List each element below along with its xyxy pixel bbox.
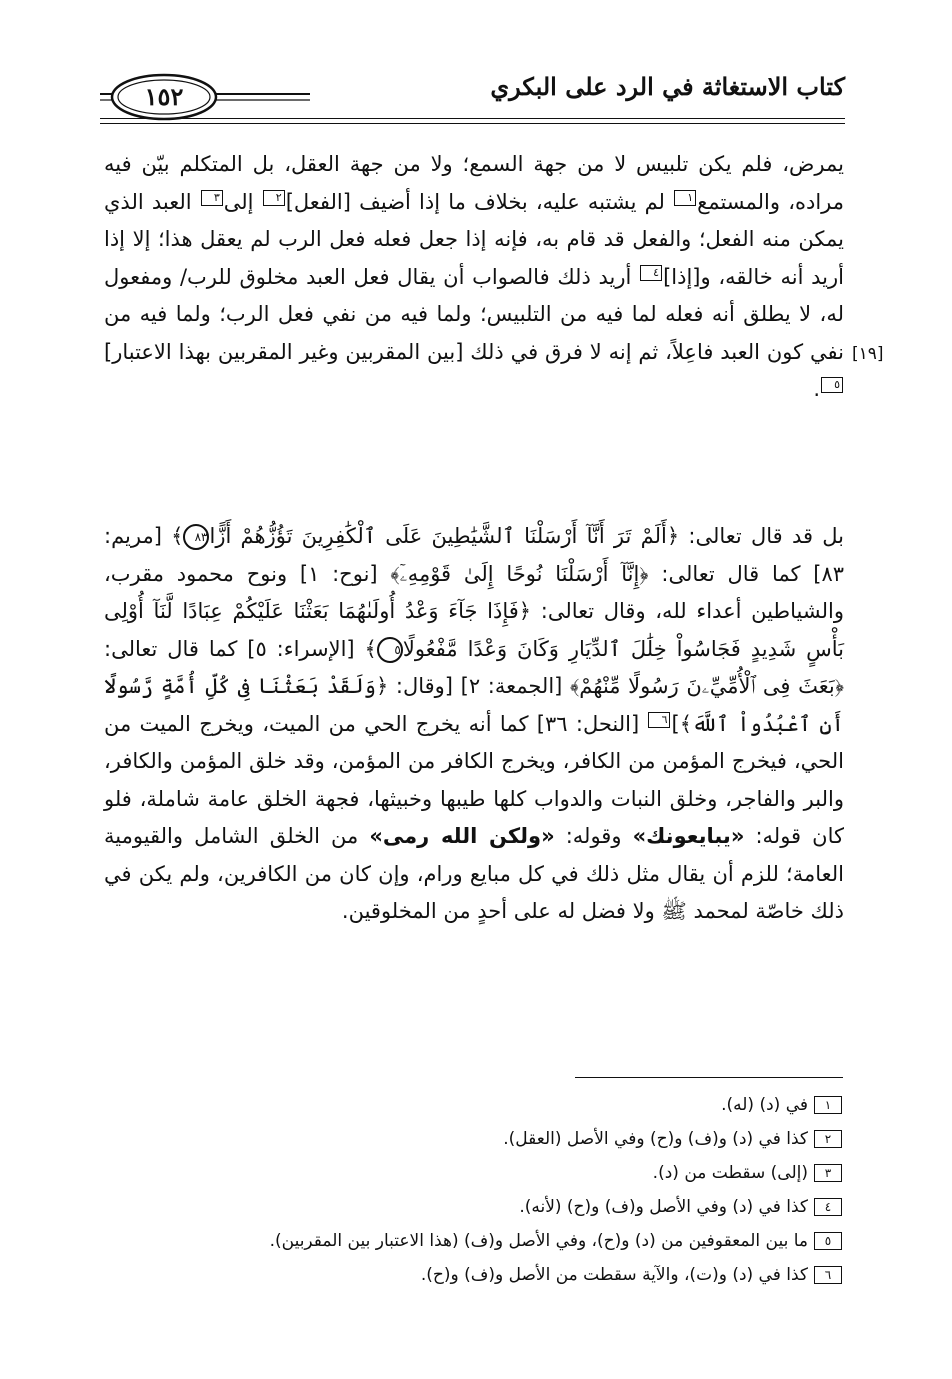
text-line: [الإسراء: ٥] كما قال تعالى:	[104, 636, 355, 661]
quoted-phrase: «ولكن الله رمى»	[369, 824, 555, 848]
footnote-number: ٥	[814, 1232, 842, 1250]
text-line: لم يشتبه عليه، بخلاف ما إذا أضيف [الفعل]	[285, 189, 665, 214]
footnote-text: في (د) (له).	[721, 1095, 808, 1115]
footnote-item	[100, 1088, 842, 1122]
footnote-ref[interactable]: ١	[674, 190, 696, 206]
text-line: المخلوقين.	[341, 899, 437, 923]
ayah-number: ٨٣	[183, 524, 209, 550]
footnote-text: كذا في (د) وفي الأصل و(ف) و(ح) (لأنه).	[519, 1197, 808, 1217]
text-line: كما أنه يخرج الحي من الميت، ويخرج الميت من الحي، فيخرج المؤمن	[104, 711, 844, 773]
text-line: [الجمعة: ٢]	[460, 674, 570, 698]
quran-verse: ﴿أَلَمْ تَرَ أَنَّآ أَرْسَلْنَا ٱلشَّيَٰطِينَ عَلَى ٱلْكَٰفِرِينَ تَؤُزُّهُمْ أَزًّا	[209, 524, 680, 548]
footnote-item	[100, 1224, 842, 1258]
footnote-ref[interactable]: ٢	[263, 190, 285, 206]
text-line: محمود مقرب، والشياطين أعداء لله، وقال تعالى:	[104, 561, 844, 623]
text-line: الاعتبار]	[104, 339, 172, 364]
text-line: والقيومية العامة؛ للزم أن يقال مثل ذلك في كل مبايع ورام، وإن كان من	[104, 824, 844, 886]
text-line: ]	[671, 711, 680, 736]
text-line: من الكافر، ويخرج الكافر من المؤمن، وقد خلق المؤمن والكافر، والبر	[104, 749, 844, 811]
quoted-phrase: «يبايعونك»	[632, 824, 745, 848]
text-line: وقوله:	[554, 824, 633, 848]
text-line: [النحل: ٣٦]	[536, 711, 648, 736]
text-line: لما فيه من التلبيس؛ ولما فيه من نفي فعل الرب؛ ولما فيه من نفي كون	[104, 302, 844, 364]
footnote-item	[100, 1156, 842, 1190]
text-line: بيّن فيه مراده، والمستمع	[104, 152, 844, 214]
quran-verse: ﴿وَلَقَدْ بَعَثْنَا فِى كُلِّ أُمَّةٍ رَّسُولًا أَنِ ٱعْبُدُواْ ٱللَّهَ﴾	[104, 674, 844, 736]
text-line: شاملة، فلو كان قوله:	[104, 786, 844, 848]
text-line: بل قد قال تعالى:	[679, 524, 845, 548]
footnote-ref[interactable]: ٦	[648, 712, 670, 728]
footnote-number: ٢	[814, 1130, 842, 1148]
text-line: ﴾ [مريم: ٨٣] كما قال تعالى:	[104, 524, 845, 586]
footnote-ref[interactable]: ٥	[821, 377, 843, 393]
text-line: [نوح: ١] ونوح	[246, 561, 391, 586]
footnote-separator	[575, 1077, 843, 1078]
quran-verse: ﴿إِنَّآ أَرْسَلْنَا نُوحًا إِلَىٰ قَوْمِهِۦٓ﴾	[390, 561, 649, 586]
footnote-number: ١	[814, 1096, 842, 1114]
manuscript-folio-marker: [١٩]	[852, 344, 884, 364]
footnote-item	[100, 1122, 842, 1156]
header-rule	[100, 118, 845, 119]
page-number: ١٥٢	[144, 82, 184, 111]
quran-verse: ﴿فَإِذَا جَآءَ وَعْدُ أُولَىٰهُمَا بَعَثْنَا عَلَيْكُمْ عِبَادًا لَّنَآ أُوْلِى بَأْسٍ شَدِيدٍ فَجَاسُواْ خِلَٰلَ ٱلدِّيَارِ وَكَانَ وَعْدًا مَّفْعُولًا	[104, 599, 844, 661]
quran-bracket: ﴾	[364, 636, 377, 661]
footnote-ref[interactable]: ٤	[640, 265, 662, 281]
text-line: أريد ذلك	[557, 264, 632, 289]
footnote-text: كذا في (د) و(ف) و(ح) وفي الأصل (العقل).	[503, 1129, 808, 1149]
text-line: إلى	[223, 189, 254, 214]
text-line: فالصواب أن يقال فعل العبد مخلوق للرب/ ومفعول له، لا يطلق أنه فعله	[104, 264, 844, 326]
text-line: من الخلق الشامل	[194, 824, 370, 848]
footnote-text: (إلى) سقطت من (د).	[652, 1163, 808, 1183]
ayah-number: ٥	[377, 637, 403, 663]
footnote-ref[interactable]: ٣	[201, 190, 223, 206]
paragraph-1	[104, 146, 844, 409]
text-line: العبد فاعِلاً، ثم إنه لا فرق في ذلك [بين المقربين وغير المقربين بهذا	[178, 339, 760, 364]
footnote-number: ٣	[814, 1164, 842, 1182]
text-line: والفاجر، وخلق النبات والدواب كلها طيبها وخبيثها، فجهة الخلق عامة	[207, 786, 796, 811]
header-rule-thin	[100, 123, 845, 124]
paragraph-2	[104, 518, 844, 931]
quran-verse: ﴿بَعَثَ فِى ٱلْأُمِّيِّۦنَ رَسُولًا مِّنْهُمْ﴾	[569, 674, 844, 698]
footnote-item	[100, 1190, 842, 1224]
footnote-item	[100, 1258, 842, 1292]
text-line: [وقال:	[388, 674, 453, 698]
text-line: يمرض، فلم يكن تلبيس لا من جهة السمع؛ ولا من جهة العقل، بل المتكلم	[179, 152, 844, 176]
text-line: الكافرين، ولم يكن في ذلك خاصّة لمحمد ﷺ ولا فضل له على أحدٍ من	[104, 861, 844, 923]
running-title: كتاب الاستغاثة في الرد على البكري	[490, 72, 845, 101]
text-line: .	[813, 377, 820, 401]
footnote-number: ٦	[814, 1266, 842, 1284]
footnotes	[100, 1088, 842, 1292]
page-header	[100, 70, 845, 130]
text-line: فعل الرب لم يعقل هذا؛ إلا إذا أريد أنه خالقه، و[إذا]	[104, 227, 844, 289]
footnote-text: كذا في (د) و(ت)، والآية سقطت من الأصل و(ف) و(ح).	[420, 1265, 808, 1285]
footnote-number: ٤	[814, 1198, 842, 1216]
text-line: العبد الذي يمكن منه الفعل؛ والفعل قد قام به، فإنه إذا جعل فعله	[104, 189, 844, 251]
footnote-text: ما بين المعقوفين من (د) و(ح)، وفي الأصل و(ف) (هذا الاعتبار بين المقربين).	[269, 1231, 808, 1251]
